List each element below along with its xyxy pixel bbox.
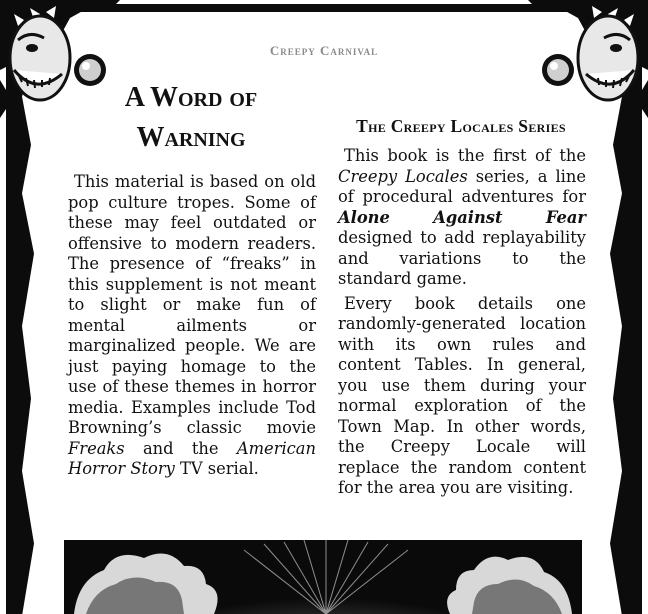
freaks-title: Freaks [68,438,125,458]
series-text-3: designed to add replayability and variations to the standard game. [338,228,586,288]
warning-column [68,172,316,480]
section-heading-series: The Creepy Locales Series [356,116,566,136]
section-heading-warning: A Word of Warning [124,82,258,153]
clown-face-right-illustration [528,0,648,130]
running-header: Creepy Carnival [269,43,379,58]
game-name: Alone Against Fear [338,207,586,227]
warning-text-2: and the [124,438,237,458]
series-paragraph-1 [338,146,586,290]
series-text-1: This book is the first of the [344,146,586,165]
carnival-illustration-art [64,540,582,614]
series-text-2: series, a line of procedural adventures for [338,166,586,206]
series-paragraph-2: Every book details one randomly-generated location with its own rules and content Tables. In general, you use them during your normal exploration of the Town Map. In other words, the Creepy Locale will replace the random content for the area you are visiting. [338,293,586,497]
warning-text-1: This material is based on old pop culture tropes. Some of these may feel outdated or offensive to modern readers. The presence of “freaks” in this supplement is not meant to slight or make fun of mental ailments or marginalized people. We are just paying homage to the use of these themes in horror media. Examples include Tod Browning’s classic movie [68,172,316,437]
warning-text-3: TV serial. [174,459,259,478]
carnival-illustration [64,540,582,614]
ahs-title: American Horror Story [68,438,316,478]
series-column [338,146,586,499]
warning-paragraph [68,172,316,480]
series-name: Creepy Locales [338,166,468,186]
